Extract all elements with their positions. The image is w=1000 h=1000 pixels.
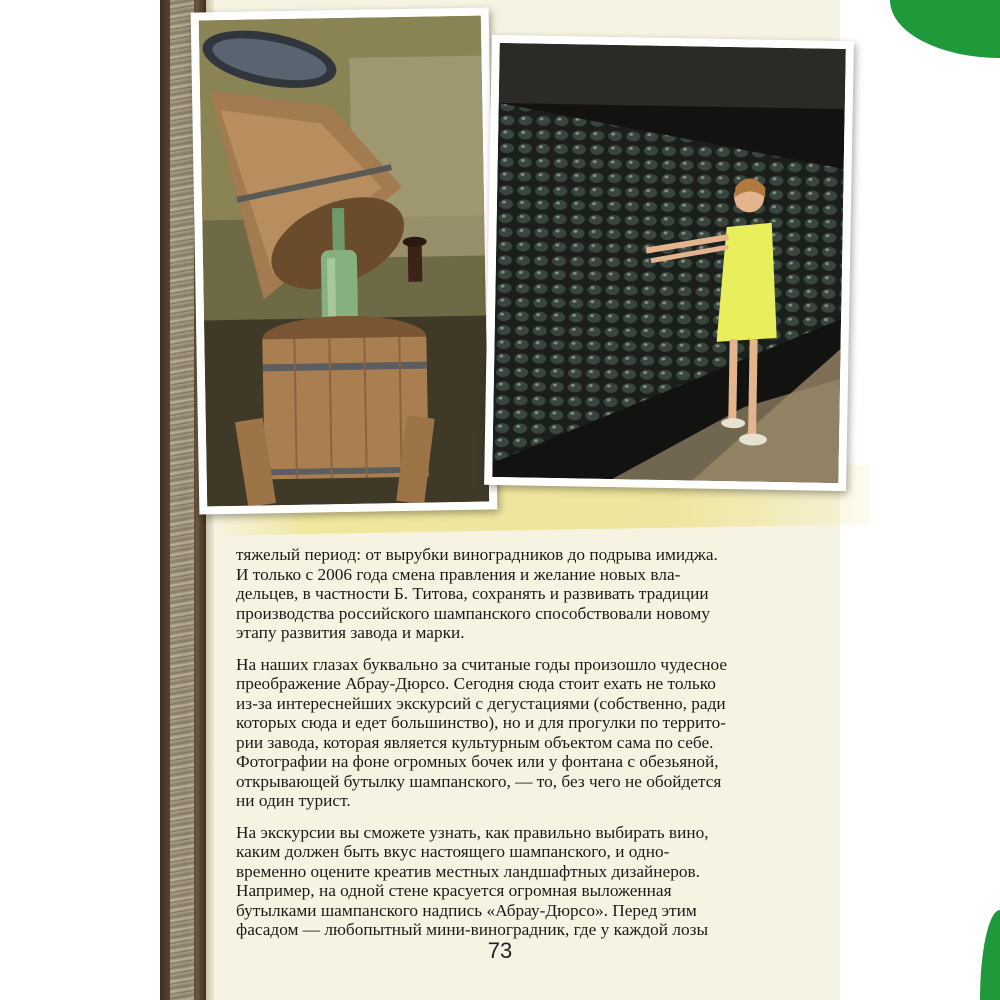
photo-champagne-cellar	[484, 35, 854, 491]
binding-cord	[170, 0, 194, 1000]
page-number: 73	[487, 938, 513, 963]
green-corner-bottom	[980, 910, 1000, 1000]
barrel-bottle-image	[199, 16, 489, 507]
paragraph: На экскурсии вы сможете узнать, как правильно выбирать вино, каким должен быть вкус настоящего шампанского, и одно- временно оцените креатив местных ландшафтных дизайнеров. Например, на одной стене красуется огромная выложенная бутылками шампанского надпись «Абрау-Дюрсо». Перед этим фасадом — любопытный мини-виноградник, где у каждой лозы	[236, 822, 709, 939]
paragraph: На наших глазах буквально за считаные годы произошло чудесное преображение Абрау-Дюрсо. Сегодня сюда стоит ехать не только из-за интереснейших экскурсий с дегустациями (собственно, ради которых сюда и едет большинство), но и для прогулки по террито- рии завода, которая является культурным объектом сама по себе. Фотографии на фоне огромных бочек или у фонтана с обезьяной, открывающей бутылку шампанского, — то, без чего не обойдется ни один турист.	[236, 654, 728, 810]
champagne-cellar-image	[492, 43, 846, 483]
body-text	[236, 545, 762, 952]
photo-barrel-bottle	[191, 7, 498, 514]
green-corner-top	[890, 0, 1000, 58]
paragraph: тяжелый период: от вырубки виноградников до подрыва имиджа. И только с 2006 года смена правления и желание новых вла- дельцев, в частности Б. Титова, сохранять и развивать традиции производства российского шампанского способствовали новому этапу развития завода и марки.	[236, 545, 718, 642]
